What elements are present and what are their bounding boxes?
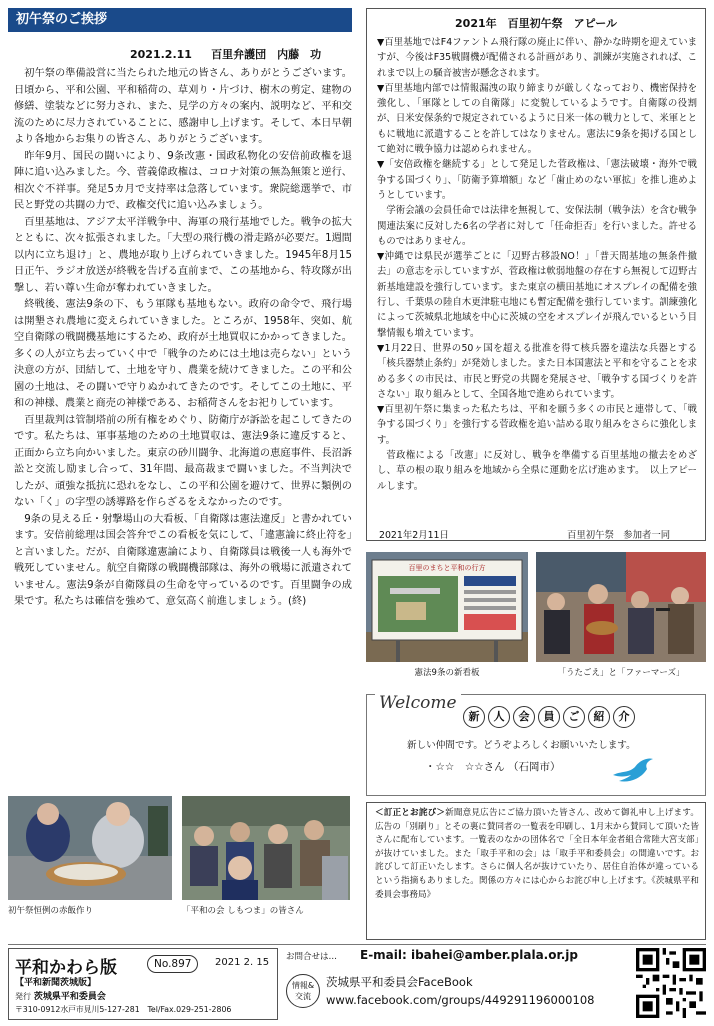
- qr-code-icon: [636, 948, 706, 1018]
- contact-email[interactable]: E-mail: ibahei@amber.plala.or.jp: [360, 948, 578, 962]
- publisher-name: 茨城県平和委員会: [33, 992, 106, 1002]
- photo-sekihan: [8, 796, 172, 914]
- photo-caption: 「うたごえ」と「ファーマーズ」: [557, 668, 685, 678]
- footer-divider: [8, 944, 706, 945]
- publisher-line: [15, 989, 106, 1002]
- appeal-date: 2021年2月11日: [379, 530, 449, 541]
- appeal-paragraph: ▼沖縄では県民が選挙ごとに「辺野古移設NO！」「普天間基地の無条件撤去」の意志を示していますが、菅政権は軟弱地盤の存在すら無視して辺野古新基地建設を強行しています。また東京の横田基地にオスプレイの配備を強行し、千葉県の陸自木更津駐屯地にも暫定配備を強行しています。訓練強化によって茨城県北地域を中心に茨城の空をオスプレイが飛んでいるという目撃情報も増えています。: [377, 251, 697, 339]
- welcome-box: [366, 694, 706, 796]
- welcome-char: 員: [538, 706, 560, 728]
- photo-caption: 憲法9条の新看板: [414, 668, 480, 678]
- greeting-paragraph: 終戦後、憲法9条の下、もう軍隊も基地もない。政府の命令で、飛行場は開墾され農地に変えられていきました。ところが、1958年、突如、航空自衛隊の戦闘機基地にするため、政府が土地買収にかかってきました。多くの人が立ち去っていく中で「戦争のためには土地は売らない」という決意の方が、団結して、土地を守り、農業を続けてきました。この平和公園の土地は、その闘いで守りぬかれてきたのです。そしてこの土地に、平和の神様、農業と商売の神様である、お稲荷さんをお祀りしています。: [14, 299, 352, 409]
- welcome-chars: [463, 705, 638, 728]
- greeting-date: 2021.2.11: [130, 48, 192, 61]
- info-badge-line: 交流: [295, 992, 311, 1001]
- photo-heiwa-shimotsuma: [182, 796, 350, 914]
- appeal-paragraph: ▼百里初午祭に集まった私たちは、平和を願う多くの市民と連帯して、「戦争する国づくり」を強行する菅政権を追い詰める取り組みをさらに強化します。: [377, 404, 697, 446]
- greeting-paragraph: 百里裁判は管制塔前の所有権をめぐり、防衛庁が訴訟を起こしてきたのです。私たちは、軍事基地のための土地買収は、憲法9条に違反すると、正面から立ち向かいました。東京の砂川闘争、北海道の恵庭事件、長沼訴訟と交流し励まし合って、31年間、最高裁まで闘いました。不当判決でしたが、頑強な抵抗に恐れをなし、この平和公園を避けて、世界に類例のない「く」の字型の誘導路を作らざるをえなかったのです。: [14, 414, 352, 508]
- greeting-paragraph: 百里基地は、アジア太平洋戦争中、海軍の飛行基地でした。戦争の拡大とともに、次々拡張されました。「大型の飛行機の滑走路が必要だ。1週間以内に立ち退け」と、農地が取り上げられていきました。1945年8月15日正午、ラジオ放送が終戦を告げる直前まで、この基地から、特攻隊が出撃し、若い尊い生命が奪われていきました。: [14, 216, 352, 294]
- welcome-char: ご: [563, 706, 585, 728]
- greeting-body: [14, 66, 352, 611]
- welcome-char: 紹: [588, 706, 610, 728]
- welcome-char: 会: [513, 706, 535, 728]
- greeting-author: 百里弁護団 内藤 功: [211, 48, 322, 61]
- greeting-heading: 初午祭のご挨拶: [8, 8, 352, 32]
- sign-title: 百里のまちと平和の行方: [408, 564, 486, 572]
- photo-utagoe-image: [536, 552, 706, 662]
- issue-number: No.897: [147, 955, 198, 973]
- appeal-title: 2021年 百里初午祭 アピール: [455, 17, 617, 30]
- photo-heiwa-shimotsuma-image: [182, 796, 350, 900]
- appeal-paragraph: ▼「安倍政権を継続する」として発足した菅政権は、「憲法破壊・海外で戦争する国づくり」、「防衛予算増額」など「歯止めのない軍拡」を推し進めようとしています。: [377, 159, 697, 201]
- photo-sekihan-image: [8, 796, 172, 900]
- info-badge-line: 情報&: [291, 981, 315, 990]
- photo-caption: 「平和の会 しもつま」の皆さん: [182, 906, 304, 916]
- masthead-title: 平和かわら版: [15, 958, 117, 978]
- appeal-paragraph: ▼百里基地内部では情報漏洩の取り締まりが厳しくなっており、機密保持を強化し、「軍隊としての自衛隊」に変貌しているようです。自衛隊の役割が、日米安保条約で規定されているように日米一体の戦力として、米軍とともに戦地に派遣することを許してはなりません。憲法に9条を掲げる国として絶対に戦争協力は認められません。: [377, 82, 697, 156]
- appeal-paragraph: 菅政権による「改憲」に反対し、戦争を準備する百里基地の撤去をめざし、草の根の取り組みを地域から全県に運動を広げ進めます。 以上アピールします。: [377, 450, 697, 492]
- welcome-char: 人: [488, 706, 510, 728]
- publisher-label: 発行: [15, 992, 31, 1001]
- issue-date: 2021 2. 15: [215, 957, 270, 968]
- greeting-paragraph: 9条の見える丘・射撃場山の大看板、「自衛隊は憲法違反」と書かれています。安倍前総理は国会答弁でこの看板を気にして、「違憲論に終止符を」と言いました。だが、自衛隊違憲論により、自衛隊員は戦後一人も海外で戦死していません。航空自衛隊の戦闘機部隊は、海外の戦場に派遣されていません。憲法9条が自衛隊員の生命を守っているのです。百里闘争の成果です。私たちは確信を強めて、意気高く前進しましょう。(終): [14, 513, 352, 607]
- publisher-address: 〒310-0912水戸市見川5-127-281 Tel/Fax.029-251-2806: [15, 1005, 232, 1014]
- masthead-subtitle: 【平和新聞茨城版】: [15, 978, 97, 988]
- welcome-message: 新しい仲間です。どうぞよろしくお願いいたします。: [407, 740, 636, 751]
- appeal-body: [377, 35, 697, 494]
- facebook-url[interactable]: www.facebook.com/groups/449291196000108: [326, 993, 595, 1007]
- welcome-char: 新: [463, 706, 485, 728]
- correction-box: [366, 802, 706, 940]
- welcome-script: Welcome: [375, 693, 461, 713]
- masthead-box: [8, 948, 278, 1020]
- greeting-paragraph: 初午祭の準備設営に当たられた地元の皆さん、ありがとうございます。日頃から、平和公園、平和稲荷の、草刈り・片づけ、樹木の剪定、建物の修繕、塗装などに努力され、また、見学の方々の案内、説明など、平和交流のために尽力されていることに、感謝申し上げます。そして、本日早朝より各地からお集りの皆さん、ありがとうございます。: [14, 68, 352, 145]
- correction-body: [375, 807, 699, 902]
- info-badge: [286, 974, 320, 1008]
- correction-heading: ＜訂正とお詫び＞: [375, 808, 445, 818]
- photo-utagoe: [536, 552, 706, 676]
- appeal-box: [366, 8, 706, 541]
- photo-kenpo-sign-image: [366, 552, 528, 662]
- greeting-byline: [130, 46, 321, 62]
- photo-kenpo-sign: [366, 552, 528, 676]
- appeal-paragraph: ▼1月22日、世界の50ヶ国を超える批准を得て核兵器を違法な兵器とする「核兵器禁止条約」が発効しました。また日本国憲法と平和を守ることを求める多くの市民は、市民と野党の共闘を発展させ、「戦争する国づくりを許さない」取り組みとして、全国各地で進められています。: [377, 342, 697, 400]
- welcome-char: 介: [613, 706, 635, 728]
- appeal-signature: 百里初午祭 参加者一同: [567, 530, 671, 541]
- facebook-name: 茨城県平和委員会FaceBook: [326, 975, 473, 989]
- bird-icon: [611, 753, 655, 787]
- photo-caption: 初午祭恒例の赤飯作り: [8, 906, 94, 916]
- appeal-paragraph: ▼百里基地ではF4ファントム飛行隊の廃止に伴い、静かな時期を迎えていますが、今後はF35戦闘機が配備される計画があり、訓練が実施されれば、これまで以上の騒音被害が懸念されます。: [377, 37, 697, 79]
- correction-text: 新聞意見広告にご協力頂いた皆さん、改めて御礼申し上げます。広告の「別刷り」とその裏に賛同者の一覧表を印刷し、1月末から賛同して頂いた皆さんに配布しています。一覧表のなかの団体名で「全日本年金者組合常陸大宮支部」が抜けていました。また「取手平和の会」は「取手平和委員会」の間違いです。お詫びして訂正いたします。さらに個人名が抜けていたり、居住自治体が違っているという指摘もありました。関係の方々には心からお詫び申し上げます。《茨城県平和委員会事務局》: [375, 808, 699, 900]
- greeting-paragraph: 昨年9月、国民の闘いにより、9条改憲・国政私物化の安倍前政権を退陣に追い込みました。今、菅義偉政権は、コロナ対策の無為無策と逆行、相次ぐ不祥事。発足5カ月で支持率は急落しています。衆院総選挙で、市民と野党の共闘の力で、政権交代に追い込みましょう。: [14, 150, 352, 211]
- welcome-entry: ・☆☆ ☆☆さん （石岡市）: [425, 761, 561, 773]
- contact-label: お問合せは…: [286, 952, 338, 962]
- appeal-paragraph: 学術会議の会員任命では法律を無視して、安保法制（戦争法）を含む戦争関連法案に反対した6名の学者に対して「任命拒否」を行いました。許せるものではありません。: [377, 205, 697, 247]
